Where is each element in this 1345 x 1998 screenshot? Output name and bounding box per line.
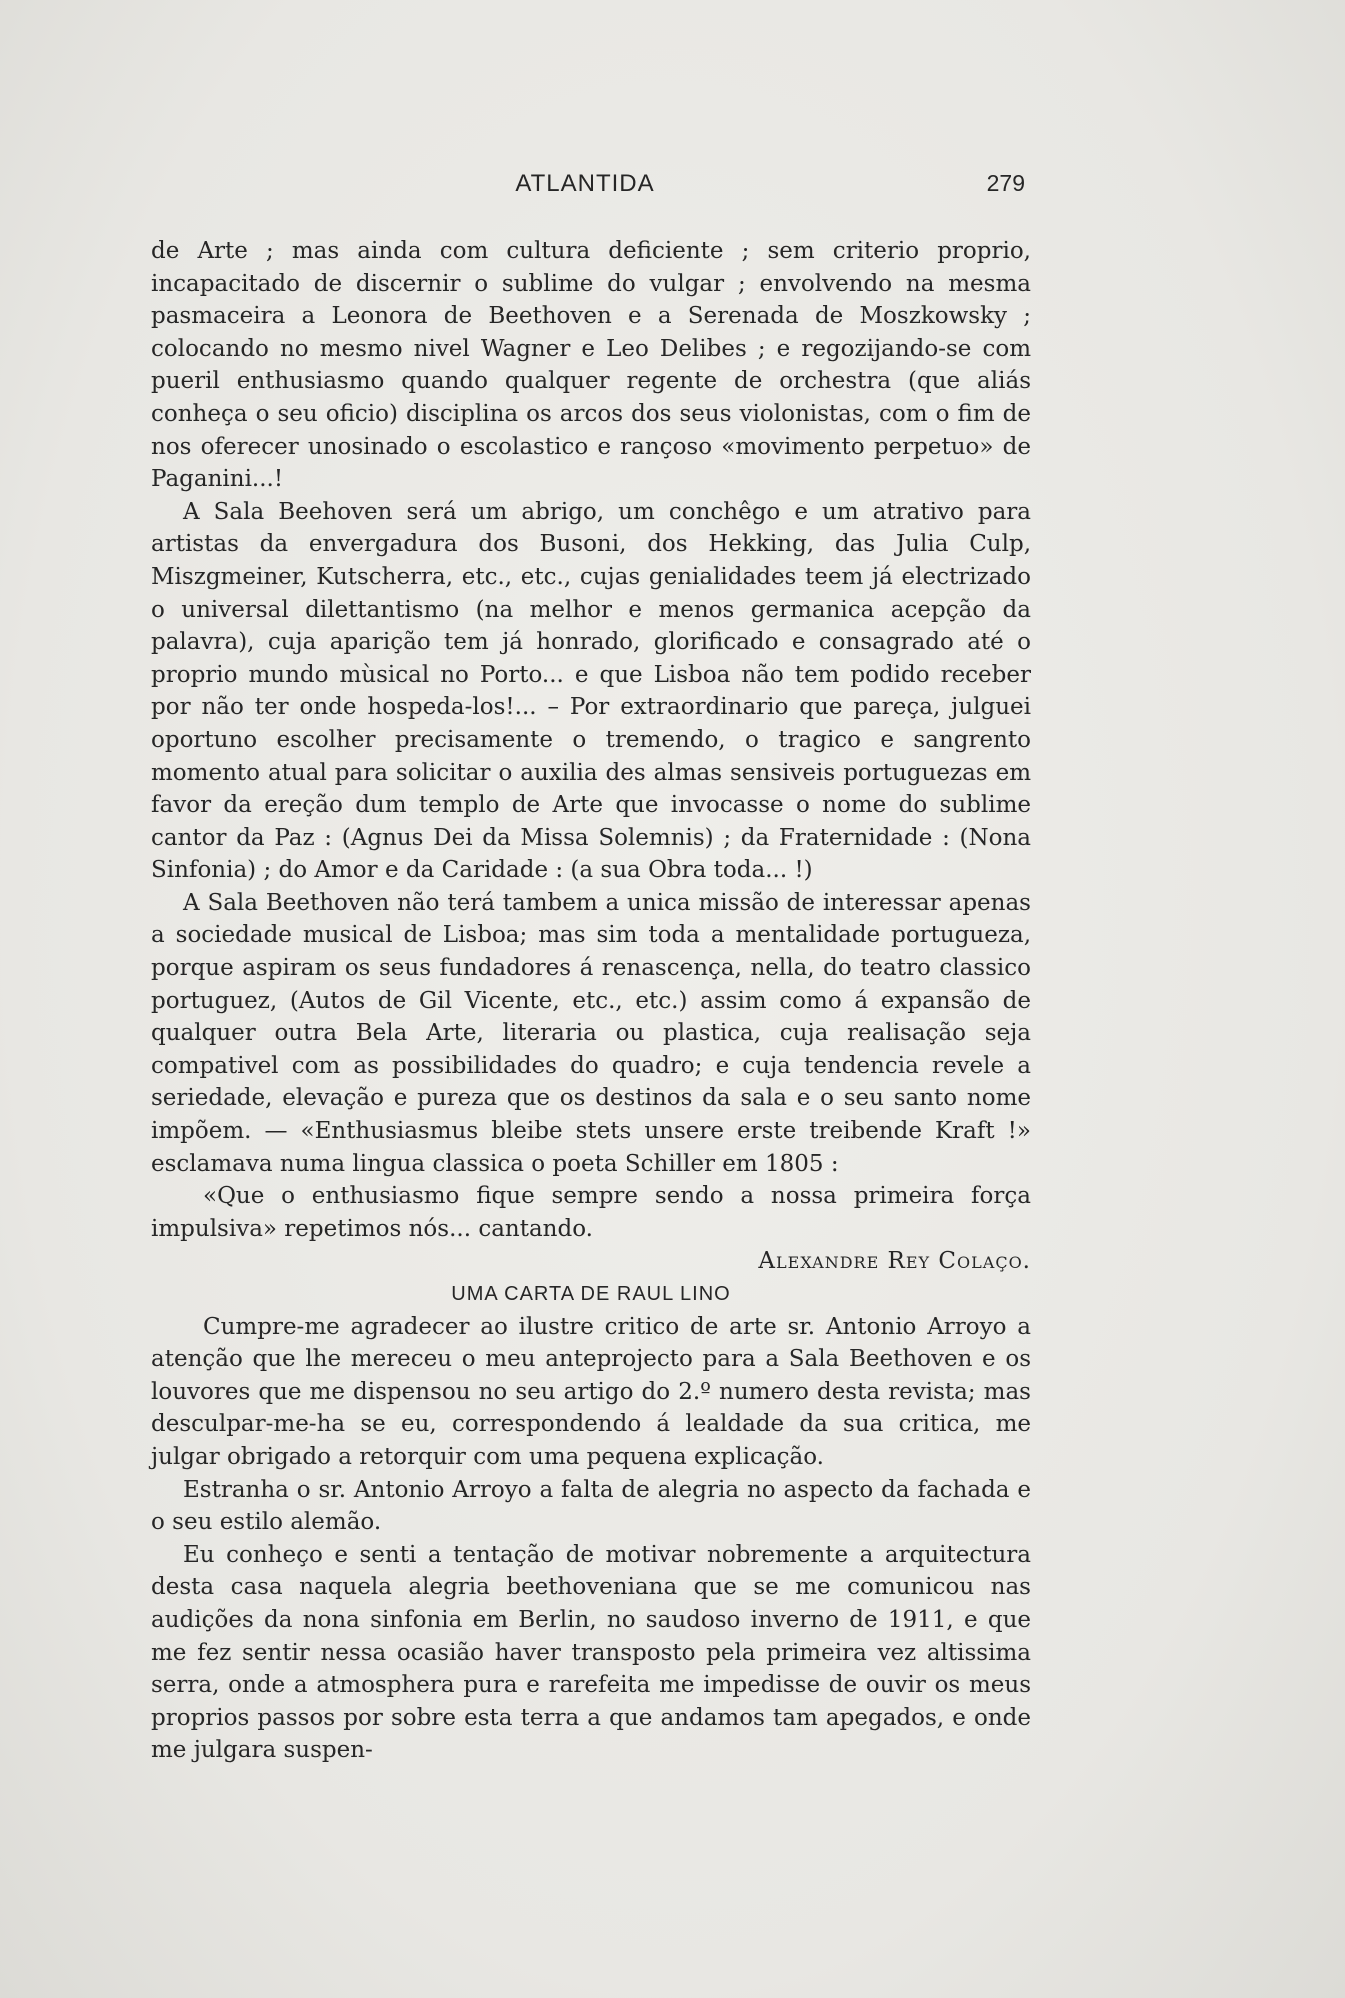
page-number: 279 [986, 170, 1025, 196]
body-text [151, 235, 1031, 1767]
article-paragraph-3: A Sala Beethoven não terá tambem a unica missão de interessar apenas a sociedade musical de Lisboa; mas sim toda a mentalidade portugueza, porque aspiram os seus fundadores á renascença, nella, do teatro classico portuguez, (Autos de Gil Vicente, etc., etc.) assim como á expansão de qualquer outra Bela Arte, literaria ou plastica, cuja realisação seja compativel com as possibilidades do quadro; e cuja tendencia revele a seriedade, elevação e pureza que os destinos da sala e o seu santo nome impõem. — «Enthusiasmus bleibe stets unsere erste treibende Kraft !» esclamava numa lingua classica o poeta Schiller em 1805 : [151, 889, 1031, 1177]
section-title: UMA CARTA DE RAUL LINO [451, 1283, 731, 1305]
letter-paragraph-2: Estranha o sr. Antonio Arroyo a falta de alegria no aspecto da fachada e o seu estilo alemão. [151, 1476, 1031, 1536]
author-signature: Alexandre Rey Colaço. [758, 1248, 1031, 1275]
page-header [0, 170, 1345, 204]
article-paragraph-2: A Sala Beehoven será um abrigo, um conchêgo e um atrativo para artistas da envergadura dos Busoni, dos Hekking, das Julia Culp, Miszgmeiner, Kutscherra, etc., etc., cujas genialidades teem já electrizado o universal dilettantismo (na melhor e menos germanica acepção da palavra), cuja aparição tem já honrado, glorificado e consagrado até o proprio mundo mùsical no Porto... e que Lisboa não tem podido receber por não ter onde hospeda-los!... – Por extraordinario que pareça, julguei oportuno escolher precisamente o tremendo, o tragico e sangrento momento atual para solicitar o auxilia des almas sensiveis portuguezas em favor da ereção dum templo de Arte que invocasse o nome do sublime cantor da Paz : (Agnus Dei da Missa Solemnis) ; da Fraternidade : (Nona Sinfonia) ; do Amor e da Caridade : (a sua Obra toda... !) [151, 498, 1031, 884]
running-title: ATLANTIDA [515, 170, 655, 197]
letter-paragraph-1: Cumpre-me agradecer ao ilustre critico de arte sr. Antonio Arroyo a atenção que lhe mereceu o meu anteprojecto para a Sala Beethoven e os louvores que me dispensou no seu artigo do 2.º numero desta revista; mas desculpar-me-ha se eu, correspondendo á lealdade da sua critica, me julgar obrigado a retorquir com uma pequena explicação. [151, 1313, 1031, 1470]
letter-paragraph-3: Eu conheço e senti a tentação de motivar nobremente a arquitectura desta casa naquela alegria beethoveniana que se me comunicou nas audições da nona sinfonia em Berlin, no saudoso inverno de 1911, e que me fez sentir nessa ocasião haver transposto pela primeira vez altissima serra, onde a atmosphera pura e rarefeita me impedisse de ouvir os meus proprios passos por sobre esta terra a que andamos tam apegados, e onde me julgara suspen- [151, 1541, 1031, 1764]
article-paragraph-1: de Arte ; mas ainda com cultura deficiente ; sem criterio proprio, incapacitado de discernir o sublime do vulgar ; envolvendo na mesma pasmaceira a Leonora de Beethoven e a Serenada de Moszkowsky ; colocando no mesmo nivel Wagner e Leo Delibes ; e regozijando-se com pueril enthusiasmo quando qualquer regente de orchestra (que aliás conheça o seu oficio) disciplina os arcos dos seus violonistas, com o fim de nos oferecer unosinado o escolastico e rançoso «movimento perpetuo» de Paganini...! [151, 238, 1031, 493]
article-paragraph-4: «Que o enthusiasmo fique sempre sendo a nossa primeira força impulsiva» repetimos nós... cantando. [151, 1183, 1031, 1242]
